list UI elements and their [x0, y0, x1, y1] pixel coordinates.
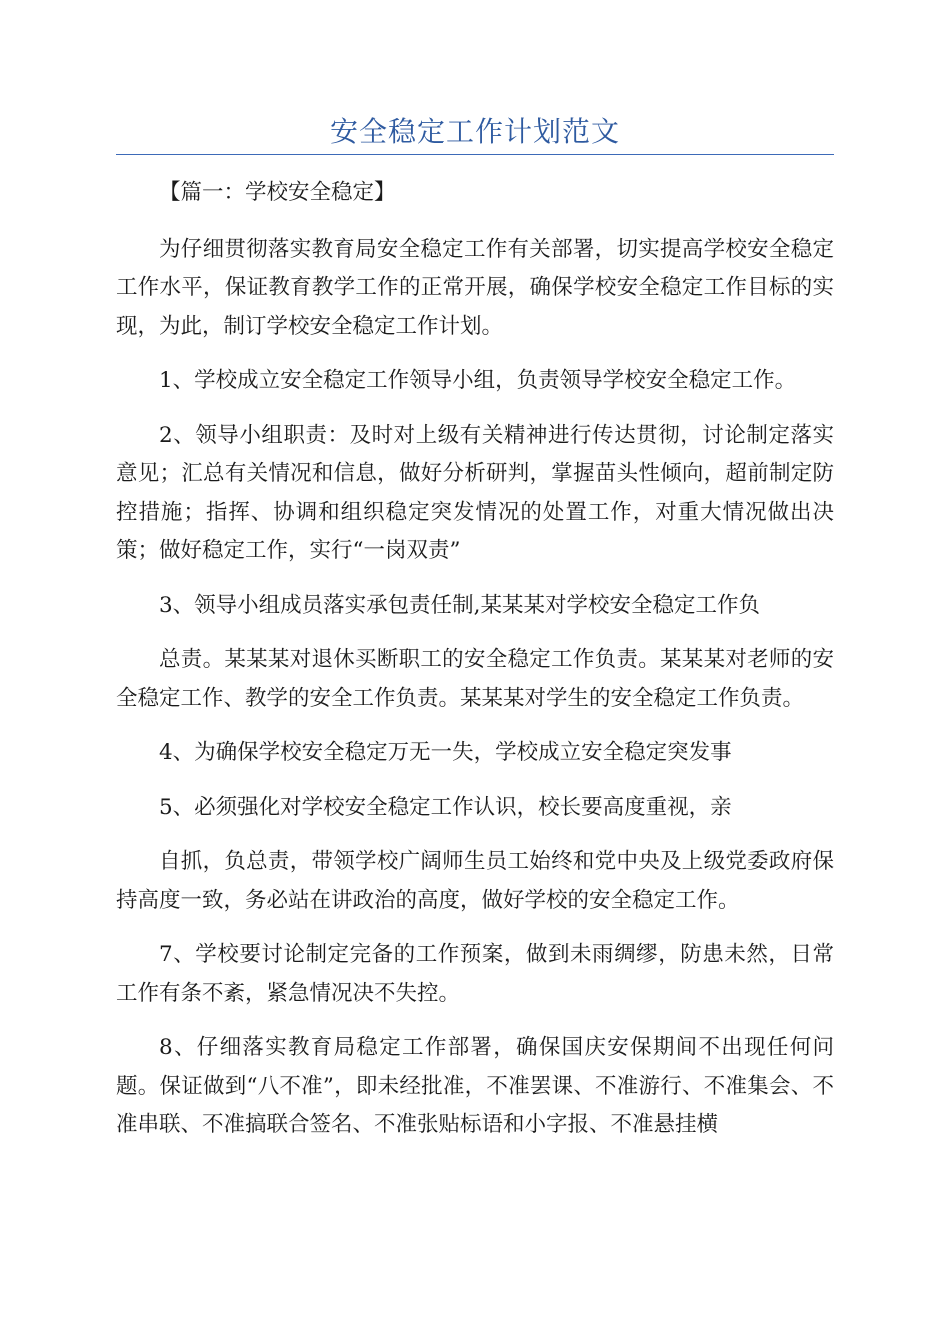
paragraph-item-4: 4、为确保学校安全稳定万无一失，学校成立安全稳定突发事	[159, 740, 732, 765]
paragraph-item-1: 1、学校成立安全稳定工作领导小组，负责领导学校安全稳定工作。	[159, 368, 797, 393]
paragraph-item-2: 2、领导小组职责：及时对上级有关精神进行传达贯彻，讨论制定落实意见；汇总有关情况和信息，做好分析研判，掌握苗头性倾向，超前制定防控措施；指挥、协调和组织稳定突发情况的处置工作，对重大情况做出决策；做好稳定工作，实行“一岗双责”	[116, 422, 834, 563]
paragraph-item-7: 7、学校要讨论制定完备的工作预案，做到未雨绸缪，防患未然，日常工作有条不紊，紧急情况决不失控。	[116, 942, 834, 1006]
paragraph-intro: 为仔细贯彻落实教育局安全稳定工作有关部署，切实提高学校安全稳定工作水平，保证教育教学工作的正常开展，确保学校安全稳定工作目标的实现，为此，制订学校安全稳定工作计划。	[116, 236, 834, 339]
paragraph-item-3: 3、领导小组成员落实承包责任制,某某某对学校安全稳定工作负	[159, 592, 761, 618]
document-body	[116, 174, 834, 1161]
paragraph-item-5: 5、必须强化对学校安全稳定工作认识，校长要高度重视，亲	[159, 794, 732, 820]
document-title: 安全稳定工作计划范文	[329, 115, 620, 148]
paragraph-item-5-continued: 自抓，负总责，带领学校广阔师生员工始终和党中央及上级党委政府保持高度一致，务必站在讲政治的高度，做好学校的安全稳定工作。	[116, 849, 834, 913]
paragraph-item-3-continued: 总责。某某某对退休买断职工的安全稳定工作负责。某某某对老师的安全稳定工作、教学的安全工作负责。某某某对学生的安全稳定工作负责。	[116, 647, 834, 711]
section-heading: 【篇一：学校安全稳定】	[159, 180, 396, 205]
title-underline	[116, 154, 834, 155]
paragraph-item-8: 8、仔细落实教育局稳定工作部署，确保国庆安保期间不出现任何问题。保证做到“八不准”，即未经批准，不准罢课、不准游行、不准集会、不准串联、不准搞联合签名、不准张贴标语和小字报、不准悬挂横	[116, 1035, 834, 1137]
